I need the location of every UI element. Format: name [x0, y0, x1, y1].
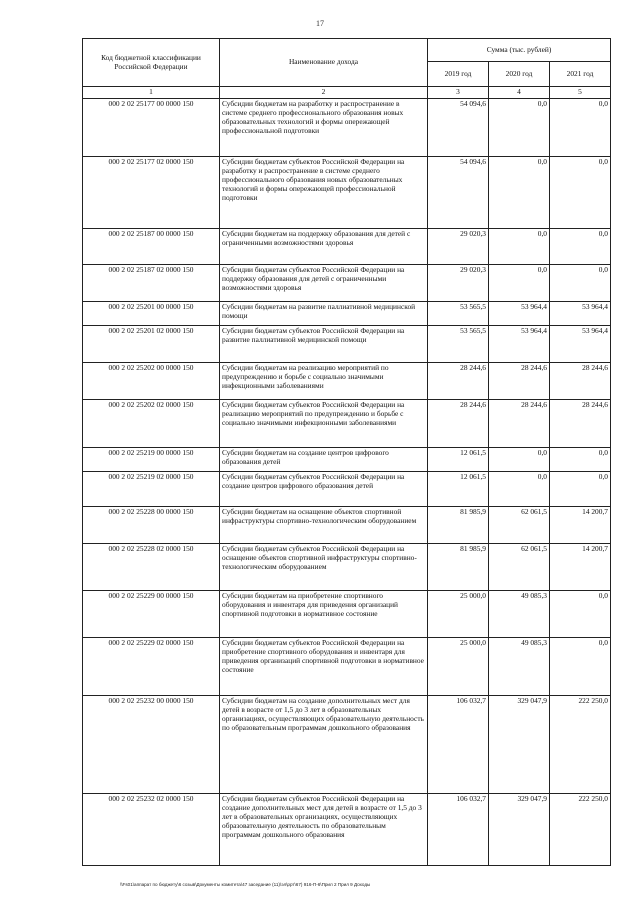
budget-code: 000 2 02 25187 02 0000 150 [83, 264, 220, 301]
budget-code: 000 2 02 25219 02 0000 150 [83, 471, 220, 506]
header-name: Наименование дохода [220, 39, 428, 87]
column-number: 3 [428, 87, 489, 99]
amount-2019: 106 032,7 [428, 793, 489, 865]
amount-2020: 0,0 [489, 447, 550, 471]
amount-2019: 54 094,6 [428, 98, 489, 156]
income-name: Субсидии бюджетам субъектов Российской Федерации на приобретение спортивного оборудования и инвентаря для приведения организаций спортивной подготовки в нормативное состояние [220, 637, 428, 695]
amount-2021: 53 964,4 [550, 325, 611, 362]
amount-2021: 0,0 [550, 447, 611, 471]
table-row [83, 98, 611, 156]
amount-2020: 329 047,9 [489, 793, 550, 865]
amount-2020: 0,0 [489, 156, 550, 228]
budget-code: 000 2 02 25177 00 0000 150 [83, 98, 220, 156]
income-name: Субсидии бюджетам субъектов Российской Федерации на оснащение объектов спортивной инфраструктуры спортивно-технологическим оборудованием [220, 543, 428, 590]
income-name: Субсидии бюджетам на поддержку образования для детей с ограниченными возможностями здоровья [220, 228, 428, 264]
amount-2019: 25 000,0 [428, 637, 489, 695]
table-row [83, 471, 611, 506]
amount-2021: 0,0 [550, 590, 611, 637]
column-number: 1 [83, 87, 220, 99]
income-name: Субсидии бюджетам субъектов Российской Федерации на разработку и распространение в системе среднего профессионального образования новых образовательных технологий и формы опережающей профессиональной подготовки [220, 156, 428, 228]
amount-2021: 0,0 [550, 264, 611, 301]
amount-2019: 81 985,9 [428, 543, 489, 590]
amount-2020: 0,0 [489, 264, 550, 301]
budget-code: 000 2 02 25202 02 0000 150 [83, 399, 220, 447]
header-year-2019: 2019 год [428, 62, 489, 87]
table-row [83, 695, 611, 793]
income-name: Субсидии бюджетам субъектов Российской Федерации на реализацию мероприятий по предупреждению и борьбе с социально значимыми инфекционными заболеваниями [220, 399, 428, 447]
income-name: Субсидии бюджетам субъектов Российской Федерации на создание центров цифрового образования детей [220, 471, 428, 506]
budget-code: 000 2 02 25228 00 0000 150 [83, 506, 220, 543]
table-row [83, 447, 611, 471]
column-numbers-row [83, 87, 611, 99]
budget-code: 000 2 02 25177 02 0000 150 [83, 156, 220, 228]
income-name: Субсидии бюджетам субъектов Российской Федерации на создание дополнительных мест для детей в возрасте от 1,5 до 3 лет в образовательных организациях, осуществляющих образовательную деятельность по образовательным программам дошкольного образования [220, 793, 428, 865]
amount-2020: 0,0 [489, 228, 550, 264]
income-name: Субсидии бюджетам на приобретение спортивного оборудования и инвентаря для приведения организаций спортивной подготовки в нормативное состояние [220, 590, 428, 637]
amount-2020: 0,0 [489, 471, 550, 506]
table-row [83, 362, 611, 399]
income-name: Субсидии бюджетам на создание центров цифрового образования детей [220, 447, 428, 471]
header-year-2020: 2020 год [489, 62, 550, 87]
page-number: 17 [316, 19, 324, 28]
amount-2021: 0,0 [550, 471, 611, 506]
income-name: Субсидии бюджетам субъектов Российской Федерации на поддержку образования для детей с ограниченными возможностями здоровья [220, 264, 428, 301]
amount-2021: 0,0 [550, 98, 611, 156]
amount-2019: 53 565,5 [428, 301, 489, 325]
income-name: Субсидии бюджетам на реализацию мероприятий по предупреждению и борьбе с социально значимыми инфекционными заболеваниями [220, 362, 428, 399]
amount-2021: 0,0 [550, 156, 611, 228]
budget-code: 000 2 02 25232 00 0000 150 [83, 695, 220, 793]
amount-2020: 62 061,5 [489, 543, 550, 590]
amount-2019: 28 244,6 [428, 362, 489, 399]
budget-code: 000 2 02 25232 02 0000 150 [83, 793, 220, 865]
budget-code: 000 2 02 25201 02 0000 150 [83, 325, 220, 362]
amount-2021: 0,0 [550, 228, 611, 264]
amount-2021: 222 250,0 [550, 695, 611, 793]
amount-2019: 25 000,0 [428, 590, 489, 637]
column-number: 2 [220, 87, 428, 99]
amount-2020: 53 964,4 [489, 301, 550, 325]
budget-code: 000 2 02 25187 00 0000 150 [83, 228, 220, 264]
amount-2019: 29 020,3 [428, 228, 489, 264]
amount-2020: 28 244,6 [489, 362, 550, 399]
file-path-footer: \\Fs01\аппарат по бюджету\6 созыв\Документы комитета\47 заседание (11)\эл\ррт\67) 916-П-6\Прил 2 Прил 9 Доходы [120, 882, 371, 887]
budget-code: 000 2 02 25228 02 0000 150 [83, 543, 220, 590]
amount-2021: 0,0 [550, 637, 611, 695]
amount-2019: 53 565,5 [428, 325, 489, 362]
income-name: Субсидии бюджетам на оснащение объектов спортивной инфраструктуры спортивно-технологическим оборудованием [220, 506, 428, 543]
amount-2021: 14 200,7 [550, 506, 611, 543]
amount-2019: 12 061,5 [428, 471, 489, 506]
amount-2021: 28 244,6 [550, 399, 611, 447]
header-sum: Сумма (тыс. рублей) [428, 39, 611, 62]
income-name: Субсидии бюджетам на создание дополнительных мест для детей в возрасте от 1,5 до 3 лет в образовательных организациях, осуществляющих образовательную деятельность по образовательным программам дошкольного образования [220, 695, 428, 793]
table-row [83, 506, 611, 543]
table-row [83, 637, 611, 695]
amount-2019: 28 244,6 [428, 399, 489, 447]
amount-2020: 28 244,6 [489, 399, 550, 447]
budget-code: 000 2 02 25201 00 0000 150 [83, 301, 220, 325]
amount-2019: 54 094,6 [428, 156, 489, 228]
amount-2020: 0,0 [489, 98, 550, 156]
budget-code: 000 2 02 25202 00 0000 150 [83, 362, 220, 399]
amount-2019: 81 985,9 [428, 506, 489, 543]
amount-2020: 49 085,3 [489, 590, 550, 637]
budget-code: 000 2 02 25229 02 0000 150 [83, 637, 220, 695]
table-row [83, 228, 611, 264]
amount-2020: 329 047,9 [489, 695, 550, 793]
amount-2021: 53 964,4 [550, 301, 611, 325]
table-row [83, 590, 611, 637]
amount-2020: 53 964,4 [489, 325, 550, 362]
amount-2019: 106 032,7 [428, 695, 489, 793]
amount-2021: 28 244,6 [550, 362, 611, 399]
header-code: Код бюджетной классификации Российской Федерации [83, 39, 220, 87]
table-row [83, 399, 611, 447]
table-row [83, 543, 611, 590]
column-number: 5 [550, 87, 611, 99]
revenue-table [82, 38, 611, 866]
header-year-2021: 2021 год [550, 62, 611, 87]
table-row [83, 793, 611, 865]
amount-2019: 12 061,5 [428, 447, 489, 471]
income-name: Субсидии бюджетам на развитие паллиативной медицинской помощи [220, 301, 428, 325]
table-row [83, 156, 611, 228]
table-row [83, 301, 611, 325]
amount-2020: 49 085,3 [489, 637, 550, 695]
column-number: 4 [489, 87, 550, 99]
amount-2019: 29 020,3 [428, 264, 489, 301]
income-name: Субсидии бюджетам субъектов Российской Федерации на развитие паллиативной медицинской помощи [220, 325, 428, 362]
amount-2021: 222 250,0 [550, 793, 611, 865]
income-name: Субсидии бюджетам на разработку и распространение в системе среднего профессионального образования новых образовательных технологий и формы опережающей профессиональной подготовки [220, 98, 428, 156]
table-row [83, 264, 611, 301]
amount-2020: 62 061,5 [489, 506, 550, 543]
budget-code: 000 2 02 25229 00 0000 150 [83, 590, 220, 637]
amount-2021: 14 200,7 [550, 543, 611, 590]
table-row [83, 325, 611, 362]
budget-code: 000 2 02 25219 00 0000 150 [83, 447, 220, 471]
